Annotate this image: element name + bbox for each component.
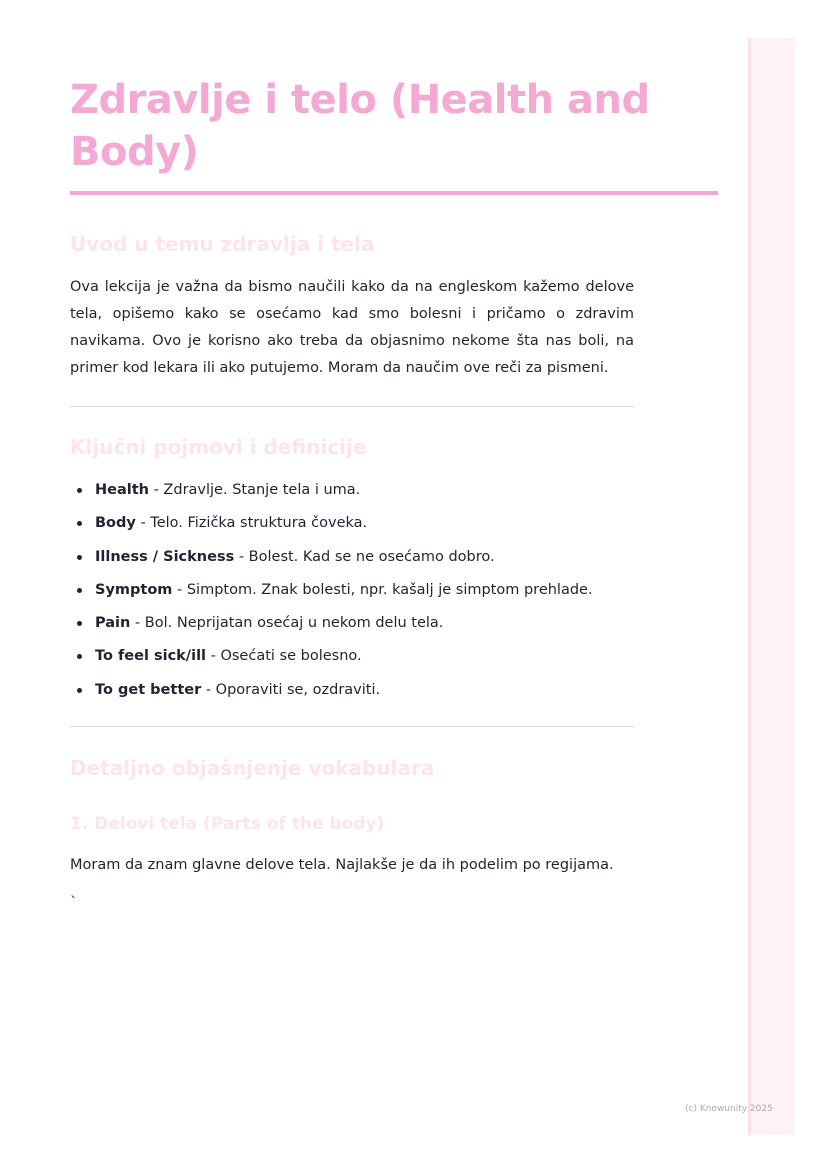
term: Illness / Sickness bbox=[95, 548, 235, 565]
definition: - Osećati se bolesno. bbox=[206, 648, 362, 665]
list-item bbox=[95, 578, 593, 611]
term: Health bbox=[95, 482, 149, 498]
definition: - Simptom. Znak bolesti, npr. kašalj je simptom prehlade. bbox=[172, 581, 593, 598]
list-item bbox=[95, 678, 593, 711]
definition: - Bol. Neprijatan osećaj u nekom delu tela. bbox=[130, 615, 444, 632]
subheading-body-parts: 1. Delovi tela (Parts of the body) bbox=[70, 814, 385, 834]
section-heading-intro: Uvod u temu zdravlja i tela bbox=[70, 232, 375, 256]
term: Pain bbox=[95, 615, 131, 632]
definition: - Bolest. Kad se ne osećamo dobro. bbox=[234, 548, 495, 565]
definition: - Oporaviti se, ozdraviti. bbox=[201, 681, 381, 698]
section-heading-vocab: Detaljno objašnjenje vokabulara bbox=[70, 756, 435, 780]
vocab-paragraph: Moram da znam glavne delove tela. Najlakše je da ih podelim po regijama. bbox=[70, 857, 614, 873]
divider bbox=[70, 726, 634, 727]
list-item bbox=[95, 644, 593, 677]
list-item bbox=[95, 478, 593, 511]
page-margin-strip bbox=[748, 38, 795, 1135]
term: To feel sick/ill bbox=[95, 648, 207, 665]
page-title: Zdravlje i telo (Health and Body) bbox=[70, 77, 650, 175]
terms-list bbox=[70, 478, 593, 711]
list-item bbox=[95, 611, 593, 644]
term: To get better bbox=[95, 681, 202, 698]
term: Body bbox=[95, 515, 136, 532]
intro-paragraph: Ova lekcija je važna da bismo naučili kako da na engleskom kažemo delove tela, opišemo kako se osećamo kad smo bolesni i pričamo o zdravim navikama. Ovo je korisno ako treba da objasnimo nekome šta nas boli, na primer kod lekara ili ako putujemo. Moram da naučim ove reči za pismeni. bbox=[70, 279, 634, 376]
definition: - Telo. Fizička struktura čoveka. bbox=[135, 515, 368, 532]
term: Symptom bbox=[95, 581, 173, 598]
title-underline bbox=[70, 191, 718, 195]
definition: - Zdravlje. Stanje tela i uma. bbox=[148, 482, 361, 498]
list-item bbox=[95, 545, 593, 578]
stray-backtick: ` bbox=[70, 895, 78, 911]
footer-copyright: (c) Knowunity 2025 bbox=[685, 1104, 773, 1114]
divider bbox=[70, 406, 634, 407]
list-item bbox=[95, 511, 593, 544]
section-heading-terms: Ključni pojmovi i definicije bbox=[70, 435, 367, 459]
